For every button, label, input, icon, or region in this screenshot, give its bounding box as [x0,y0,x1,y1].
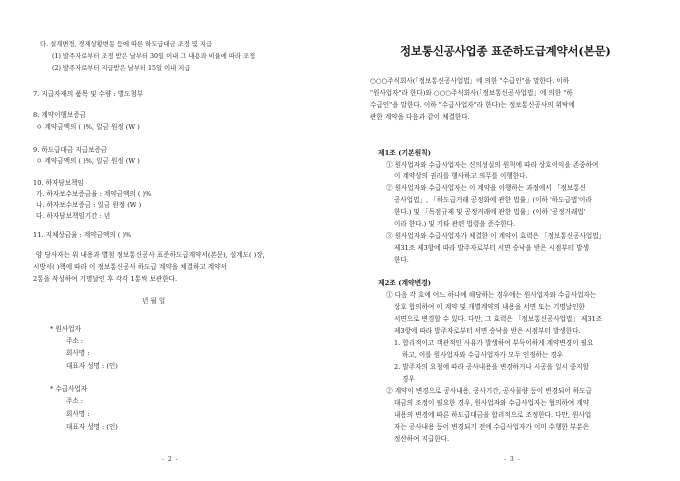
article-2-p2-line-1: ② 계약이 변경으로 공사내용, 공사기간, 공사물량 등이 변경되어 하도급 [386,387,592,395]
section-8-performance-bond: 8. 계약이행보증금 [33,111,86,119]
defect-liability-period: 다. 하자담보책임기간 : 년 [36,212,111,220]
section-10-defect-liability: 10. 하자담보책임 [33,179,84,187]
article-2-p1-line-2: 상호 합의하여 이 계약 및 개별계약의 내용을 서면 또는 기명날인한 [394,303,585,311]
defect-repair-rate: 가. 하자보수보증금율 : 계약금액의 ( )% [36,190,152,198]
preamble-line-3: 수급인"을 말한다. 이하 "수급사업자"라 한다)는 정보통신공사의 위탁에 [370,101,575,109]
article-2-item-2-line-2: 경우 [402,375,415,383]
article-1-p3-line-2: 제31조 제3항에 따라 발주자로부터 서면 승낙을 받은 시점부터 발생 [394,244,589,252]
page-number-left: - 2 - [162,456,179,463]
article-1-heading: 제1조 (기본원칙) [378,149,431,157]
page-right [340,0,680,481]
subcontractor-company: 회사명 : [66,410,90,418]
agreement-line-1: 양 당사자는 위 내용과 별첨 정보통신공사 표준하도급계약서(본문), 설계도( )장, [36,251,265,259]
section-6c-adjustment: 다. 설계변경, 경제상황변동 등에 따른 하도급대금 조정 및 지급 [40,41,213,48]
principal-address: 주소 : [66,337,84,345]
article-1-p2-line-2: 공사업법」, 「하도급거래 공정화에 관한 법률」(이하 '하도급법'이라 [394,196,592,204]
article-1-p2-line-3: 한다.) 및 「독점규제 및 공정거래에 관한 법률」(이하 '공정거래법' [394,208,586,216]
section-11-delay-penalty: 11. 지체상금율 : 계약금액의 ( )% [33,231,132,239]
article-1-p2-line-4: 이라 한다.) 및 기타 관련 법령을 준수한다. [394,220,516,228]
subcontractor-heading: * 수급사업자 [50,385,88,393]
payment-guarantee-amount: ㅇ 계약금액의 ( )%, 일금 원정 (W ) [36,157,140,165]
article-1-p3-line-1: ③ 원사업자와 수급사업자가 체결한 이 계약이 효력은 「정보통신공사업법」 [386,232,606,240]
article-1-p1-line-1: ① 원사업자와 수급사업자는 신의성실의 원칙에 따라 상호이익을 존중하여 [386,161,599,169]
article-1-p1-line-2: 이 계약상의 권리를 행사하고 의무를 이행한다. [394,172,528,180]
article-2-p1-line-4: 제3항에 따라 발주자로부터 서면 승낙을 받은 시점부터 발생한다. [394,327,581,335]
date-line: 년 월 일 [142,297,166,305]
section-9-payment-guarantee: 9. 하도급대금 지급보증금 [33,146,108,154]
principal-representative: 대표자 성명 : (인) [66,362,118,370]
article-1-p2-line-1: ② 원사업자와 수급사업자는 이 계약을 이행하는 과정에서 「정보통신 [386,184,586,192]
section-7-supplied-materials: 7. 지급자재의 품목 및 수량 : 별도첨부 [33,90,144,98]
subcontractor-representative: 대표자 성명 : (인) [66,423,118,431]
performance-bond-amount: ㅇ 계약금액의 ( )%, 일금 원정 (W ) [36,123,140,131]
article-2-item-2-line-1: 2. 발주자의 요청에 따라 공사내용을 변경하거나 시공을 일시 중지할 [394,363,590,371]
principal-contractor-heading: * 원사업자 [50,325,81,333]
article-2-item-1-line-2: 하고, 이를 원사업자와 수급사업자가 모두 인정하는 경우 [402,351,564,359]
agreement-line-3: 2통을 작성하여 기명날인 후 각각 1통씩 보관한다. [33,275,178,283]
subcontractor-address: 주소 : [66,397,84,405]
document-title: 정보통신공사업종 표준하도급계약서(본문) [400,44,611,58]
principal-company: 회사명 : [66,349,90,357]
item-adjust-30days: (1) 발주자로부터 조정 받은 날부터 30일 이내 그 내용과 비율에 따라 조정 [52,53,256,60]
article-1-p3-line-3: 한다. [394,256,409,264]
article-2-p2-line-3: 내용의 변경에 따른 하도급대금을 합리적으로 조정한다. 다만, 원사업 [394,411,592,419]
preamble-line-4: 관한 계약을 다음과 같이 체결한다. [370,113,470,121]
article-2-p1-line-3: 서면으로 변경할 수 있다. 다만, 그 효력은 「정보통신공사업법」 제31조 [394,315,603,323]
article-2-p1-line-1: ① 다음 각 호에 어느 하나에 해당하는 경우에는 원사업자와 수급사업자는 [386,291,597,299]
article-2-heading: 제2조 (계약변경) [378,279,431,287]
preamble-line-2: "원사업자"라 한다)와 ○○○주식회사(「정보통신공사업법」에 의한 "하 [370,89,573,97]
agreement-line-2: 시방서( )책에 따라 이 정보통신공사 하도급 계약을 체결하고 계약서 [33,263,227,271]
article-2-p2-line-4: 자는 공사내용 등이 변경되기 전에 수급사업자가 이미 수행한 부분은 [394,423,590,431]
defect-repair-bond: 나. 하자보수보증금 : 일금 원정 (W ) [36,201,142,209]
article-2-item-1-line-1: 1. 합리적이고 객관적인 사유가 발생하여 부득이하게 계약변경이 필요 [394,339,594,347]
article-2-p2-line-2: 대금의 조정이 필요한 경우, 원사업자와 수급사업자는 협의하여 계약 [394,399,590,407]
preamble-line-1: ○○○주식회사(「정보통신공사업법」에 의한 "수급인"을 말한다. 이하 [370,77,570,85]
item-pay-15days: (2) 발주자로부터 지급받은 날부터 15일 이내 지급 [52,65,191,72]
article-2-p2-line-5: 정산하여 지급한다. [394,435,450,443]
page-number-right: - 3 - [504,456,521,463]
